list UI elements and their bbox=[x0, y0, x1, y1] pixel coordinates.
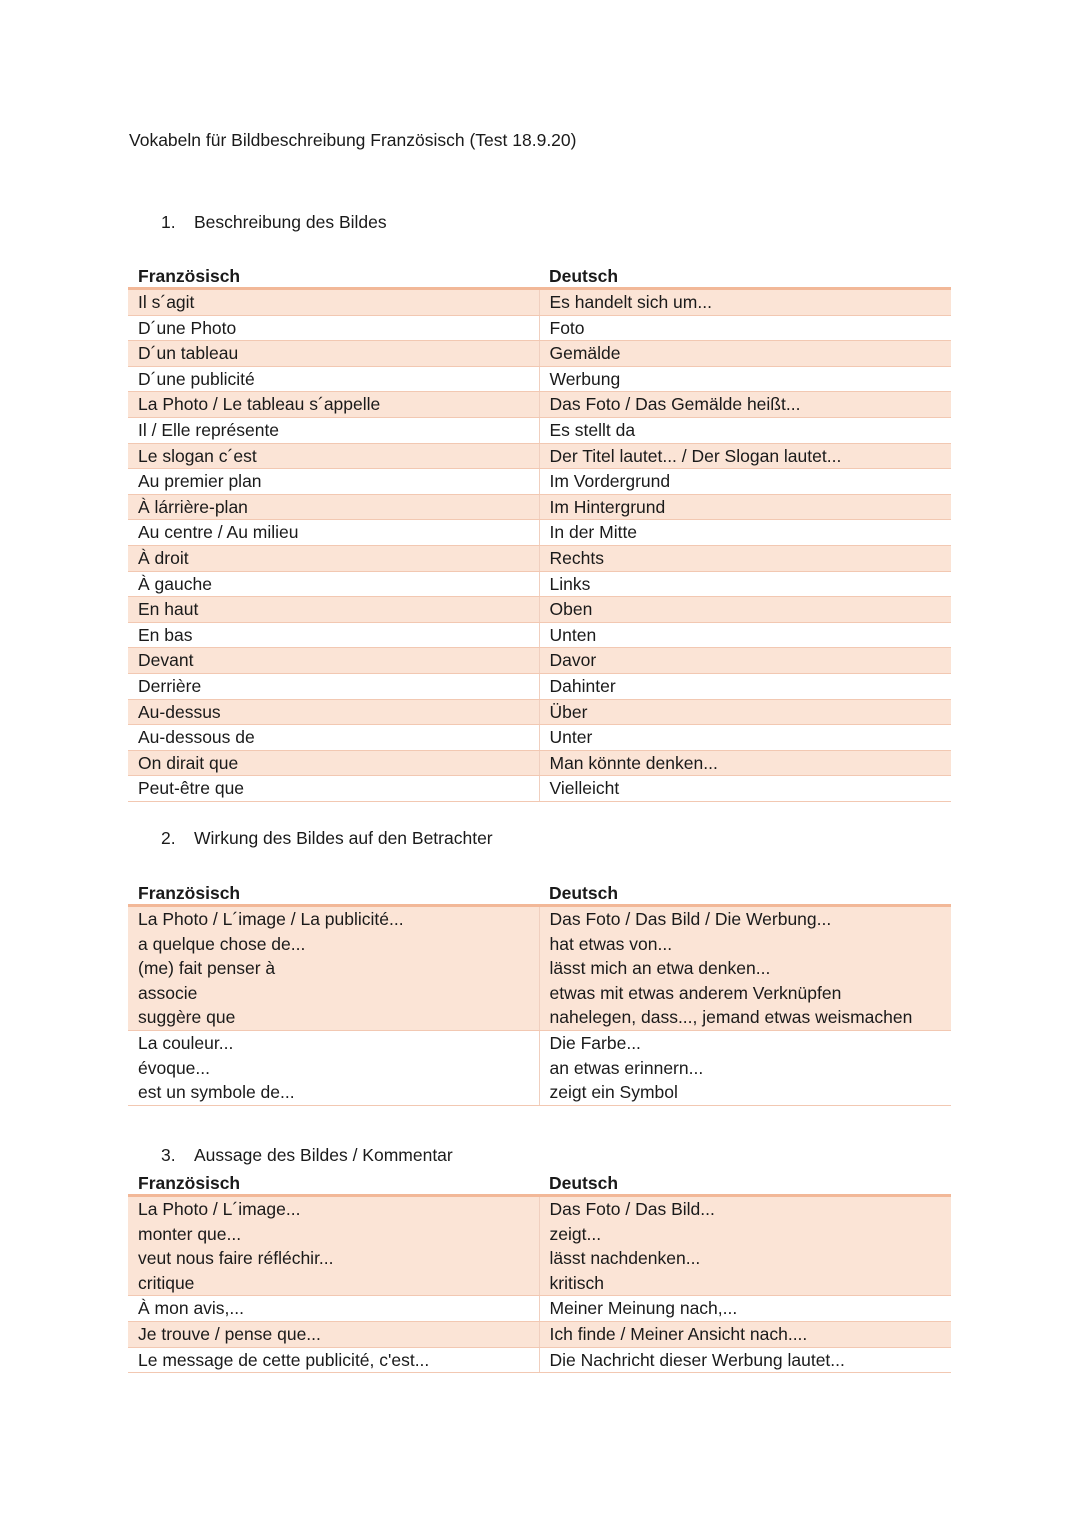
german-term: Vielleicht bbox=[549, 778, 620, 799]
german-cell bbox=[539, 366, 951, 392]
french-term: monter que... bbox=[138, 1223, 242, 1244]
french-term: Il s´agit bbox=[138, 292, 195, 312]
german-term: lässt nachdenken... bbox=[549, 1248, 701, 1269]
french-term: En haut bbox=[138, 599, 199, 620]
german-term: Ich finde / Meiner Ansicht nach.... bbox=[549, 1323, 808, 1344]
table-row bbox=[128, 545, 951, 571]
french-cell bbox=[128, 366, 539, 392]
document-title: Vokabeln für Bildbeschreibung Französisch (Test 18.9.20) bbox=[129, 130, 577, 150]
column-header-french: Französisch bbox=[128, 880, 539, 906]
german-cell bbox=[539, 1347, 951, 1373]
french-term: Devant bbox=[138, 650, 194, 671]
german-term: hat etwas von... bbox=[549, 933, 673, 954]
french-term: Au premier plan bbox=[138, 471, 262, 492]
german-cell bbox=[539, 469, 951, 495]
german-term: Links bbox=[549, 573, 591, 594]
table-row bbox=[128, 750, 951, 776]
french-term: D´un tableau bbox=[138, 343, 239, 364]
german-term: Werbung bbox=[549, 368, 621, 389]
table-row bbox=[128, 1030, 951, 1105]
table-row bbox=[128, 443, 951, 469]
german-term: Es stellt da bbox=[549, 419, 636, 440]
french-term: associe bbox=[138, 982, 198, 1003]
section-number: 1. bbox=[161, 212, 176, 232]
table-row bbox=[128, 417, 951, 443]
german-cell bbox=[539, 392, 951, 418]
table-row bbox=[128, 1296, 951, 1322]
vocab-table-3 bbox=[128, 1170, 951, 1373]
french-term: D´une publicité bbox=[138, 368, 255, 389]
german-cell bbox=[539, 776, 951, 802]
german-cell bbox=[539, 417, 951, 443]
french-term: Au centre / Au milieu bbox=[138, 522, 299, 543]
german-cell bbox=[539, 1296, 951, 1322]
table-row bbox=[128, 622, 951, 648]
table-row bbox=[128, 520, 951, 546]
table-row bbox=[128, 673, 951, 699]
french-term: À mon avis,... bbox=[138, 1298, 245, 1319]
german-cell bbox=[539, 673, 951, 699]
table-row bbox=[128, 725, 951, 751]
german-cell bbox=[539, 648, 951, 674]
german-term: Im Hintergrund bbox=[549, 496, 666, 517]
column-header-german: Deutsch bbox=[539, 1170, 951, 1196]
french-cell bbox=[128, 289, 539, 316]
french-term: Il / Elle représente bbox=[138, 419, 280, 440]
german-term: Die Nachricht dieser Werbung lautet... bbox=[549, 1349, 845, 1370]
german-cell bbox=[539, 750, 951, 776]
section-number: 2. bbox=[161, 828, 176, 848]
german-cell bbox=[539, 571, 951, 597]
section-heading-1 bbox=[161, 212, 387, 233]
french-cell bbox=[128, 725, 539, 751]
french-cell bbox=[128, 906, 539, 1031]
table-row bbox=[128, 341, 951, 367]
german-term: Unter bbox=[549, 727, 593, 748]
french-term: Le message de cette publicité, c'est... bbox=[138, 1349, 430, 1370]
french-cell bbox=[128, 469, 539, 495]
table-row bbox=[128, 571, 951, 597]
french-cell bbox=[128, 750, 539, 776]
french-cell bbox=[128, 520, 539, 546]
table-row bbox=[128, 469, 951, 495]
german-term: Davor bbox=[549, 650, 597, 671]
french-cell bbox=[128, 597, 539, 623]
german-term: Man könnte denken... bbox=[549, 752, 718, 773]
section-heading-2 bbox=[161, 828, 493, 849]
table-row bbox=[128, 906, 951, 1031]
german-term: Dahinter bbox=[549, 675, 616, 696]
french-term: suggère que bbox=[138, 1007, 236, 1028]
table-row bbox=[128, 289, 951, 316]
german-cell bbox=[539, 341, 951, 367]
french-term: La Photo / Le tableau s´appelle bbox=[138, 394, 381, 415]
german-term: Im Vordergrund bbox=[549, 471, 671, 492]
german-term: nahelegen, dass..., jemand etwas weismachen bbox=[549, 1007, 913, 1028]
table-row bbox=[128, 648, 951, 674]
german-cell bbox=[539, 597, 951, 623]
french-term: À lárrière-plan bbox=[138, 496, 248, 517]
section-heading-3 bbox=[161, 1145, 453, 1166]
french-term: a quelque chose de... bbox=[138, 933, 306, 954]
french-cell bbox=[128, 648, 539, 674]
german-term: Es handelt sich um... bbox=[549, 292, 712, 312]
french-term: La Photo / L´image / La publicité... bbox=[138, 909, 404, 929]
french-term: critique bbox=[138, 1272, 195, 1293]
french-cell bbox=[128, 699, 539, 725]
german-cell bbox=[539, 725, 951, 751]
table-row bbox=[128, 699, 951, 725]
german-term: Unten bbox=[549, 624, 597, 645]
table-row bbox=[128, 392, 951, 418]
french-term: évoque... bbox=[138, 1057, 210, 1078]
french-cell bbox=[128, 776, 539, 802]
german-cell bbox=[539, 1321, 951, 1347]
german-term: zeigt... bbox=[549, 1223, 602, 1244]
column-header-french: Französisch bbox=[128, 263, 539, 289]
german-cell bbox=[539, 545, 951, 571]
french-term: D´une Photo bbox=[138, 317, 237, 338]
french-term: Derrière bbox=[138, 675, 202, 696]
french-cell bbox=[128, 545, 539, 571]
french-term: Le slogan c´est bbox=[138, 445, 257, 466]
french-cell bbox=[128, 571, 539, 597]
german-term: lässt mich an etwa denken... bbox=[549, 958, 771, 979]
section-title: Aussage des Bildes / Kommentar bbox=[194, 1145, 453, 1165]
table-row bbox=[128, 366, 951, 392]
french-term: La couleur... bbox=[138, 1032, 234, 1053]
french-cell bbox=[128, 1296, 539, 1322]
german-cell bbox=[539, 622, 951, 648]
german-term: Über bbox=[549, 701, 588, 722]
german-term: Foto bbox=[549, 317, 585, 338]
german-cell bbox=[539, 289, 951, 316]
section-title: Wirkung des Bildes auf den Betrachter bbox=[194, 828, 493, 848]
german-term: kritisch bbox=[549, 1272, 604, 1293]
vocab-table-2 bbox=[128, 880, 951, 1106]
french-term: est un symbole de... bbox=[138, 1082, 295, 1103]
french-term: La Photo / L´image... bbox=[138, 1199, 301, 1219]
table-row bbox=[128, 494, 951, 520]
german-cell bbox=[539, 1030, 951, 1105]
french-cell bbox=[128, 1347, 539, 1373]
german-term: Gemälde bbox=[549, 343, 621, 364]
french-cell bbox=[128, 443, 539, 469]
french-cell bbox=[128, 392, 539, 418]
french-term: À droit bbox=[138, 547, 189, 568]
german-term: etwas mit etwas anderem Verknüpfen bbox=[549, 982, 842, 1003]
french-cell bbox=[128, 1030, 539, 1105]
french-cell bbox=[128, 673, 539, 699]
table-row bbox=[128, 597, 951, 623]
german-term: Meiner Meinung nach,... bbox=[549, 1298, 738, 1319]
french-term: (me) fait penser à bbox=[138, 958, 276, 979]
table-row bbox=[128, 1196, 951, 1296]
table-row bbox=[128, 315, 951, 341]
german-term: an etwas erinnern... bbox=[549, 1057, 704, 1078]
column-header-german: Deutsch bbox=[539, 263, 951, 289]
german-term: Das Foto / Das Bild... bbox=[549, 1199, 715, 1219]
french-cell bbox=[128, 494, 539, 520]
french-cell bbox=[128, 1321, 539, 1347]
french-term: veut nous faire réfléchir... bbox=[138, 1248, 334, 1269]
german-term: Das Foto / Das Gemälde heißt... bbox=[549, 394, 801, 415]
french-cell bbox=[128, 622, 539, 648]
section-title: Beschreibung des Bildes bbox=[194, 212, 387, 232]
french-term: Je trouve / pense que... bbox=[138, 1323, 321, 1344]
vocab-table-1 bbox=[128, 263, 951, 802]
table-row bbox=[128, 1321, 951, 1347]
german-cell bbox=[539, 315, 951, 341]
german-term: Das Foto / Das Bild / Die Werbung... bbox=[549, 909, 832, 929]
german-term: zeigt ein Symbol bbox=[549, 1082, 678, 1103]
column-header-german: Deutsch bbox=[539, 880, 951, 906]
german-cell bbox=[539, 1196, 951, 1296]
german-cell bbox=[539, 906, 951, 1031]
french-cell bbox=[128, 1196, 539, 1296]
french-term: Au-dessus bbox=[138, 701, 221, 722]
french-term: Au-dessous de bbox=[138, 727, 255, 748]
french-term: À gauche bbox=[138, 573, 212, 594]
french-cell bbox=[128, 341, 539, 367]
german-cell bbox=[539, 520, 951, 546]
german-term: Der Titel lautet... / Der Slogan lautet... bbox=[549, 445, 842, 466]
french-term: On dirait que bbox=[138, 752, 239, 773]
french-cell bbox=[128, 417, 539, 443]
german-term: Die Farbe... bbox=[549, 1032, 641, 1053]
german-term: In der Mitte bbox=[549, 522, 638, 543]
german-term: Oben bbox=[549, 599, 593, 620]
german-cell bbox=[539, 494, 951, 520]
table-row bbox=[128, 776, 951, 802]
french-term: Peut-être que bbox=[138, 778, 245, 799]
french-term: En bas bbox=[138, 624, 193, 645]
german-term: Rechts bbox=[549, 547, 604, 568]
german-cell bbox=[539, 443, 951, 469]
column-header-french: Französisch bbox=[128, 1170, 539, 1196]
german-cell bbox=[539, 699, 951, 725]
section-number: 3. bbox=[161, 1145, 176, 1165]
french-cell bbox=[128, 315, 539, 341]
table-row bbox=[128, 1347, 951, 1373]
